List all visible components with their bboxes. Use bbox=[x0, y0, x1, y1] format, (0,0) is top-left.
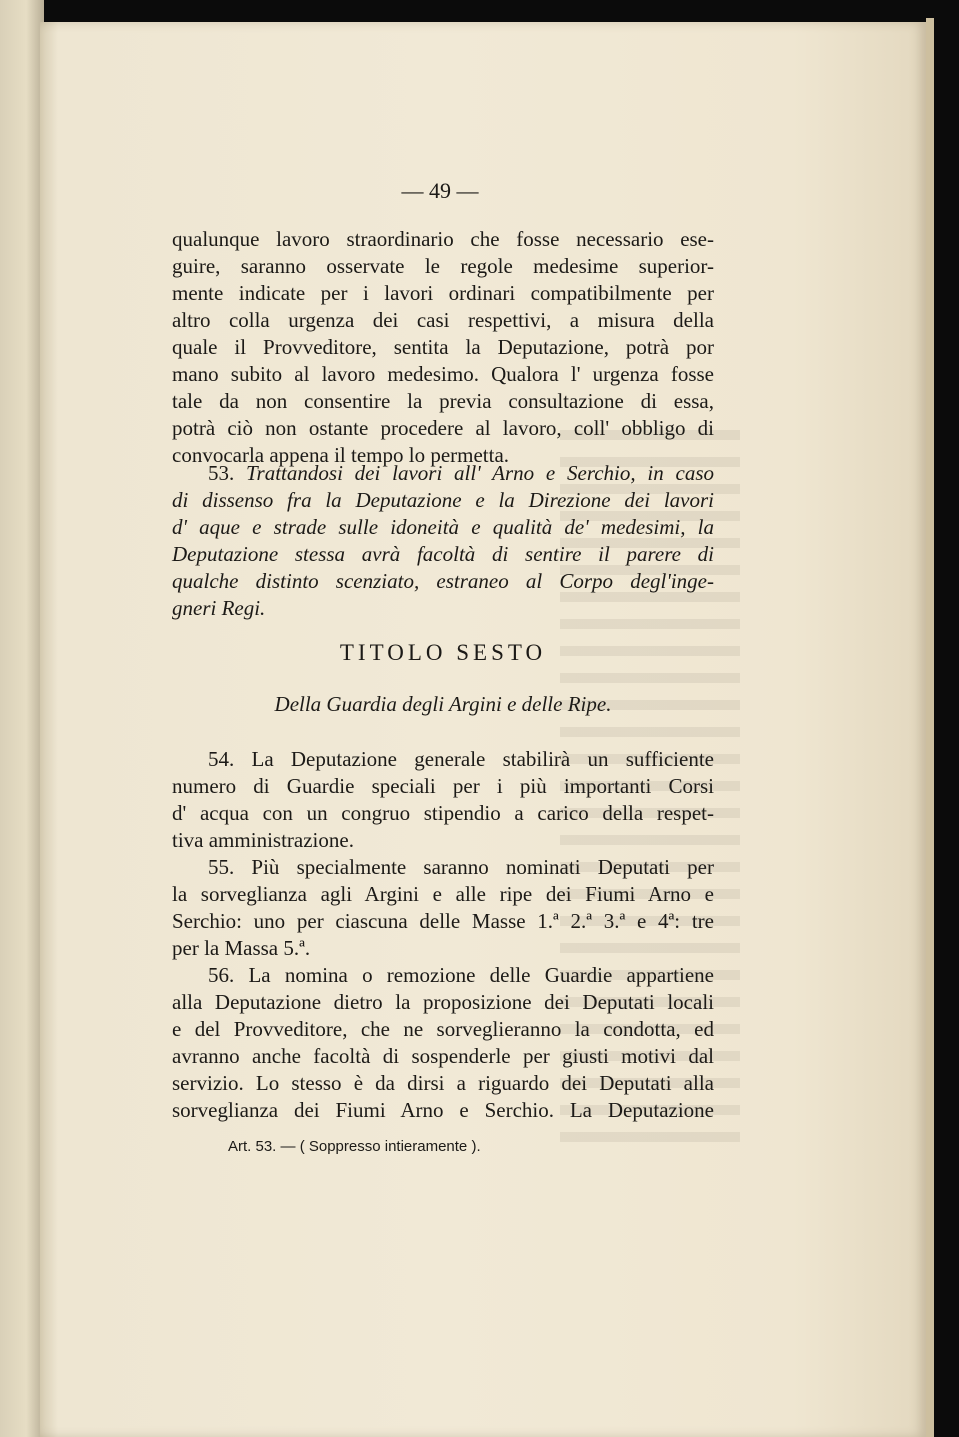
text-line: e del Provveditore, che ne sorveglieranno la condotta, ed bbox=[172, 1017, 714, 1041]
page-number: — 49 — bbox=[401, 178, 479, 203]
text-line: tiva amministrazione. bbox=[172, 828, 354, 852]
articles-54-56 bbox=[172, 746, 714, 1124]
page-edge bbox=[926, 18, 934, 1437]
text-line: guire, saranno osservate le regole medesime superior- bbox=[172, 254, 714, 278]
text-line: alla Deputazione dietro la proposizione dei Deputati locali bbox=[172, 990, 714, 1014]
text-line: d' acqua con un congruo stipendio a carico della respet- bbox=[172, 801, 714, 825]
text-line: altro colla urgenza dei casi respettivi, a misura della bbox=[172, 308, 714, 332]
article-number: 53. bbox=[208, 461, 235, 485]
text-line: Deputazione stessa avrà facoltà di sentire il parere di bbox=[172, 542, 714, 566]
article-text: Trattandosi dei lavori all' Arno e Serchio, in caso bbox=[246, 461, 715, 485]
text-line: 55. Più specialmente saranno nominati Deputati per bbox=[208, 855, 714, 879]
text-line: 56. La nomina o remozione delle Guardie appartiene bbox=[208, 963, 714, 987]
text-line: per la Massa 5.ª. bbox=[172, 936, 311, 960]
text-line bbox=[172, 460, 714, 487]
section-title: TITOLO SESTO bbox=[339, 640, 547, 665]
text-line: mente indicate per i lavori ordinari compatibilmente per bbox=[172, 281, 714, 305]
text-line: qualunque lavoro straordinario che fosse necessario ese- bbox=[172, 227, 714, 251]
text-line: avranno anche facoltà di sospenderle per giusti motivi dal bbox=[172, 1044, 714, 1068]
text-line: d' aque e strade sulle idoneità e qualità de' medesimi, la bbox=[172, 515, 714, 539]
text-line: tale da non consentire la previa consultazione di essa, bbox=[172, 389, 714, 413]
text-line: convocarla appena il tempo lo permetta. bbox=[172, 443, 510, 467]
article-53 bbox=[172, 460, 714, 622]
text-line: mano subito al lavoro medesimo. Qualora l' urgenza fosse bbox=[172, 362, 714, 386]
paragraph-continued bbox=[172, 226, 714, 469]
text-line: di dissenso fra la Deputazione e la Direzione dei lavori bbox=[172, 488, 714, 512]
text-line: 54. La Deputazione generale stabilirà un sufficiente bbox=[208, 747, 714, 771]
text-line: quale il Provveditore, sentita la Deputazione, potrà por bbox=[172, 335, 714, 359]
text-line: sorveglianza dei Fiumi Arno e Serchio. La Deputazione bbox=[172, 1098, 714, 1122]
facing-page-edge bbox=[0, 0, 44, 1437]
text-line: servizio. Lo stesso è da dirsi a riguardo dei Deputati alla bbox=[172, 1071, 714, 1095]
text-line: numero di Guardie speciali per i più importanti Corsi bbox=[172, 774, 714, 798]
text-line: la sorveglianza agli Argini e alle ripe dei Fiumi Arno e bbox=[172, 882, 714, 906]
text-line: qualche distinto scenziato, estraneo al Corpo degl'inge- bbox=[172, 569, 714, 593]
text-line: gneri Regi. bbox=[172, 596, 266, 620]
footnote: Art. 53. — ( Soppresso intieramente ). bbox=[228, 1138, 481, 1155]
section-subtitle: Della Guardia degli Argini e delle Ripe. bbox=[274, 692, 612, 716]
text-line: Serchio: uno per ciascuna delle Masse 1.ª 2.ª 3.ª e 4ª: tre bbox=[172, 909, 714, 933]
text-line: potrà ciò non ostante procedere al lavoro, coll' obbligo di bbox=[172, 416, 714, 440]
